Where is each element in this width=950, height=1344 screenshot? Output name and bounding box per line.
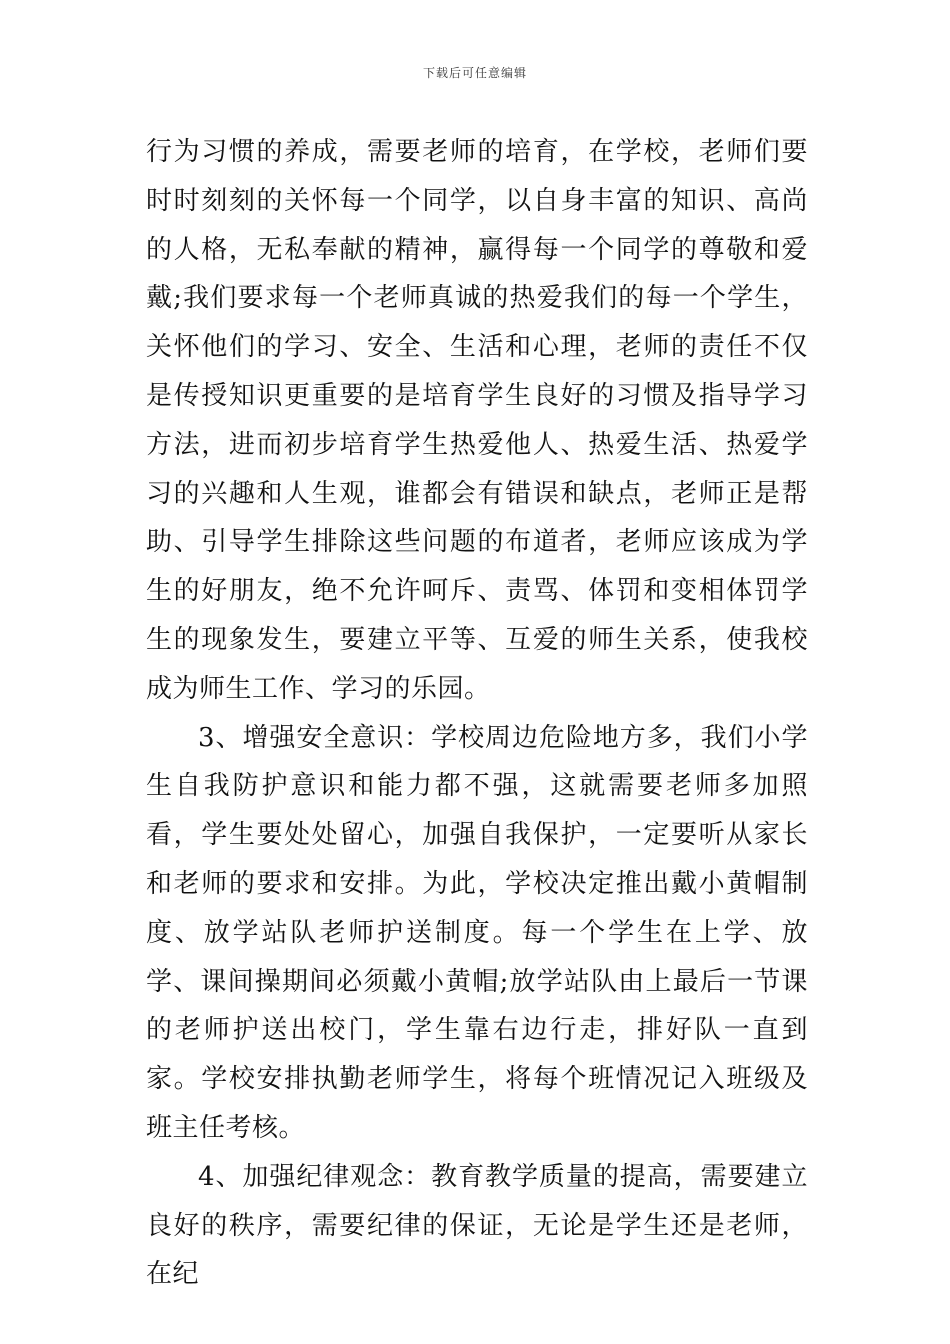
paragraph-safety-awareness: 3、增强安全意识：学校周边危险地方多，我们小学生自我防护意识和能力都不强，这就需要老师多加照看，学生要处处留心，加强自我保护，一定要听从家长和老师的要求和安排。为此，学校决定推出戴小黄帽制度、放学站队老师护送制度。每一个学生在上学、放学、课间操期间必须戴小黄帽;放学站队由上最后一节课的老师护送出校门，学生靠右边行走，排好队一直到家。学校安排执勤老师学生，将每个班情况记入班级及班主任考核。 <box>146 722 808 1143</box>
document-body <box>146 128 808 1299</box>
paragraph-discipline: 4、加强纪律观念：教育教学质量的提高，需要建立良好的秩序，需要纪律的保证，无论是学生还是老师，在纪 <box>146 1161 808 1290</box>
page-header: 下载后可任意编辑 <box>422 66 527 80</box>
paragraph-teacher-care: 行为习惯的养成，需要老师的培育，在学校，老师们要时时刻刻的关怀每一个同学，以自身丰富的知识、高尚的人格，无私奉献的精神，赢得每一个同学的尊敬和爱戴;我们要求每一个老师真诚的热爱我们的每一个学生，关怀他们的学习、安全、生活和心理，老师的责任不仅是传授知识更重要的是培育学生良好的习惯及指导学习方法，进而初步培育学生热爱他人、热爱生活、热爱学习的兴趣和人生观，谁都会有错误和缺点，老师正是帮助、引导学生排除这些问题的布道者，老师应该成为学生的好朋友，绝不允许呵斥、责骂、体罚和变相体罚学生的现象发生，要建立平等、互爱的师生关系，使我校成为师生工作、学习的乐园。 <box>146 137 808 704</box>
